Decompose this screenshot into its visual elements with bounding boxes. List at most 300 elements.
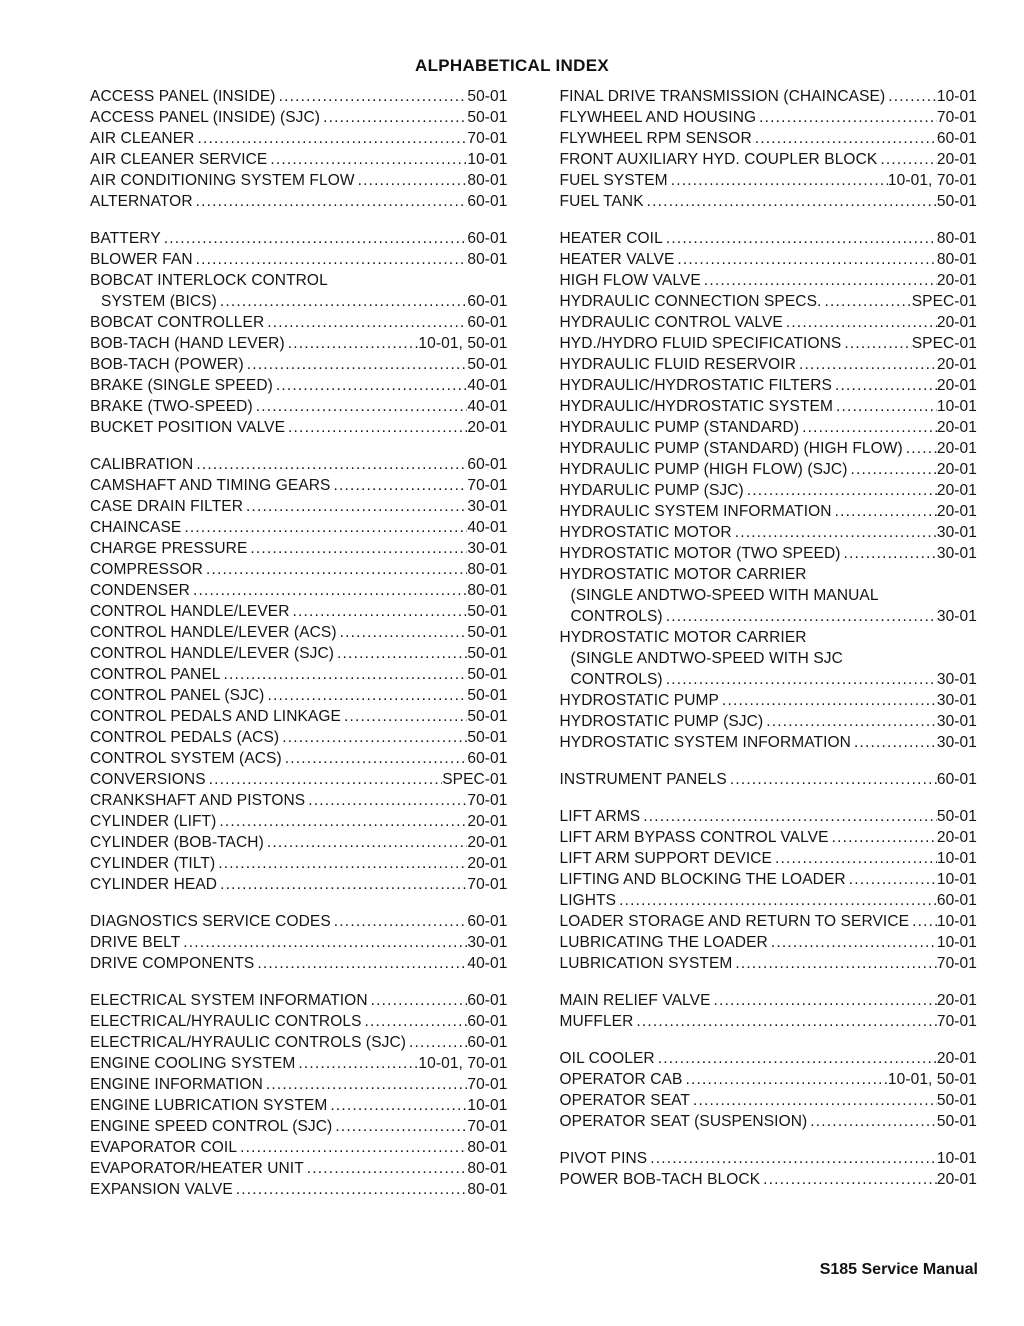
dot-leader (846, 869, 937, 890)
index-entry-line (560, 606, 978, 627)
index-entry-line (560, 1011, 978, 1032)
index-entry-line (560, 291, 978, 312)
entry-label: LIFT ARM SUPPORT DEVICE (559, 850, 772, 867)
dot-leader (237, 1137, 467, 1158)
index-entry-line (90, 811, 508, 832)
dot-leader (279, 727, 467, 748)
entry-page-number: 30-01 (936, 734, 977, 751)
entry-label: CYLINDER (TILT) (90, 855, 216, 872)
index-entry-line (90, 454, 508, 475)
index-entry-line (90, 170, 508, 191)
index-entry-line (90, 1053, 508, 1074)
entry-page-number: 10-01, 70-01 (418, 1055, 508, 1072)
entry-label: CONTROL HANDLE/LEVER (SJC) (90, 645, 335, 662)
entry-page-number: 10-01 (936, 913, 977, 930)
entry-label: OPERATOR CAB (559, 1071, 683, 1088)
index-entry-line (90, 874, 508, 895)
dot-leader (829, 827, 937, 848)
dot-leader (663, 606, 937, 627)
dot-leader (909, 911, 937, 932)
entry-label: HEATER COIL (559, 230, 663, 247)
entry-page-number: 30-01 (467, 540, 508, 557)
index-entry-line (560, 438, 978, 459)
entry-label: BOB-TACH (POWER) (90, 356, 244, 373)
entry-page-number: 10-01 (936, 88, 977, 105)
entry-page-number: 50-01 (467, 603, 508, 620)
entry-label: EVAPORATOR COIL (90, 1139, 238, 1156)
entry-label: HYDROSTATIC MOTOR (559, 524, 732, 541)
entry-page-number: 70-01 (936, 1013, 977, 1030)
dot-leader (756, 107, 937, 128)
dot-leader (247, 538, 467, 559)
index-entry-line (560, 354, 978, 375)
entry-page-number: 20-01 (936, 503, 977, 520)
entry-label: HYDRAULIC PUMP (STANDARD) (HIGH FLOW) (559, 440, 903, 457)
dot-leader (267, 149, 467, 170)
index-entry-line (90, 664, 508, 685)
entry-label: OPERATOR SEAT (SUSPENSION) (559, 1113, 808, 1130)
entry-label: CYLINDER HEAD (90, 876, 218, 893)
entry-label: OPERATOR SEAT (559, 1092, 690, 1109)
entry-page-number: 60-01 (467, 750, 508, 767)
entry-page-number: 70-01 (467, 876, 508, 893)
entry-label: EVAPORATOR/HEATER UNIT (90, 1160, 304, 1177)
index-entry-line (90, 932, 508, 953)
entry-page-number: 20-01 (936, 314, 977, 331)
entry-page-number: 80-01 (467, 582, 508, 599)
entry-label: CONTROLS) (570, 608, 663, 625)
index-entry-line (560, 827, 978, 848)
entry-page-number: 20-01 (936, 829, 977, 846)
entry-label: CONTROL SYSTEM (ACS) (90, 750, 282, 767)
index-entry-line (560, 396, 978, 417)
entry-label: ALTERNATOR (90, 193, 193, 210)
index-entry-line (90, 1011, 508, 1032)
index-entry-line (560, 501, 978, 522)
entry-page-number: 40-01 (467, 398, 508, 415)
entry-label: CONTROLS) (570, 671, 663, 688)
index-entry-line (560, 990, 978, 1011)
index-entry-line (560, 522, 978, 543)
dot-leader (851, 732, 937, 753)
index-entry-line (560, 417, 978, 438)
footer-manual-title: S185 Service Manual (819, 1261, 978, 1278)
entry-page-number: 60-01 (467, 230, 508, 247)
index-group (90, 990, 508, 1200)
dot-leader (355, 170, 468, 191)
entry-label: BOB-TACH (HAND LEVER) (90, 335, 285, 352)
entry-label: FLYWHEEL RPM SENSOR (559, 130, 752, 147)
entry-page-number: 50-01 (467, 687, 508, 704)
index-entry-line (90, 270, 508, 291)
dot-leader (253, 396, 468, 417)
index-entry-line (560, 848, 978, 869)
dot-leader (221, 664, 468, 685)
entry-label: FRONT AUXILIARY HYD. COUPLER BLOCK (559, 151, 878, 168)
dot-leader (304, 1158, 468, 1179)
index-group (560, 990, 978, 1032)
dot-leader (264, 312, 467, 333)
entry-page-number: 20-01 (936, 377, 977, 394)
index-group (560, 806, 978, 974)
entry-label: ENGINE LUBRICATION SYSTEM (90, 1097, 328, 1114)
entry-label: HYDRAULIC CONTROL VALVE (559, 314, 783, 331)
entry-label: LUBRICATION SYSTEM (559, 955, 733, 972)
dot-leader (682, 1069, 887, 1090)
index-entry-line (560, 1069, 978, 1090)
dot-leader (701, 270, 937, 291)
index-entry-line (560, 648, 978, 669)
entry-label: BOBCAT INTERLOCK CONTROL (90, 272, 328, 289)
entry-label: CONTROL HANDLE/LEVER (ACS) (90, 624, 337, 641)
entry-label: PIVOT PINS (559, 1150, 648, 1167)
entry-page-number: 70-01 (936, 109, 977, 126)
entry-label: LUBRICATING THE LOADER (559, 934, 768, 951)
entry-label: ENGINE INFORMATION (90, 1076, 263, 1093)
index-entry-line (90, 559, 508, 580)
dot-leader (215, 853, 467, 874)
dot-leader (821, 291, 911, 312)
dot-leader (841, 333, 911, 354)
entry-page-number: 20-01 (467, 813, 508, 830)
dot-leader (711, 990, 937, 1011)
entry-page-number: 40-01 (467, 377, 508, 394)
dot-leader (334, 643, 467, 664)
entry-label: BRAKE (SINGLE SPEED) (90, 377, 273, 394)
dot-leader (243, 496, 467, 517)
entry-label: FUEL SYSTEM (559, 172, 668, 189)
entry-page-number: 60-01 (467, 193, 508, 210)
entry-page-number: 10-01, 50-01 (418, 335, 508, 352)
index-entry-line (90, 475, 508, 496)
index-entry-line (560, 690, 978, 711)
entry-page-number: 60-01 (467, 456, 508, 473)
entry-label: BATTERY (90, 230, 161, 247)
index-entry-line (90, 86, 508, 107)
entry-label: CONTROL PEDALS AND LINKAGE (90, 708, 341, 725)
entry-page-number: 30-01 (936, 524, 977, 541)
dot-leader (203, 559, 467, 580)
index-entry-line (90, 1179, 508, 1200)
entry-page-number: 70-01 (467, 477, 508, 494)
index-entry-line (90, 853, 508, 874)
dot-leader (841, 543, 937, 564)
entry-label: HYDROSTATIC SYSTEM INFORMATION (559, 734, 851, 751)
dot-leader (305, 790, 467, 811)
entry-page-number: 20-01 (936, 1050, 977, 1067)
index-entry-line (90, 601, 508, 622)
dot-leader (264, 832, 467, 853)
entry-label: FINAL DRIVE TRANSMISSION (CHAINCASE) (559, 88, 886, 105)
index-entry-line (560, 480, 978, 501)
index-entry-line (560, 890, 978, 911)
entry-label: CONTROL PANEL (90, 666, 221, 683)
dot-leader (206, 769, 443, 790)
entry-label: HYDROSTATIC PUMP (559, 692, 719, 709)
index-entry-line (90, 128, 508, 149)
entry-page-number: SPEC-01 (911, 293, 977, 310)
entry-label: ENGINE SPEED CONTROL (SJC) (90, 1118, 333, 1135)
entry-page-number: 10-01 (467, 1097, 508, 1114)
entry-page-number: 20-01 (936, 992, 977, 1009)
page-title: ALPHABETICAL INDEX (415, 56, 609, 75)
entry-page-number: 50-01 (936, 1113, 977, 1130)
index-group (90, 911, 508, 974)
index-entry-line (560, 191, 978, 212)
index-entry-line (560, 249, 978, 270)
entry-page-number: 30-01 (467, 934, 508, 951)
index-entry-line (560, 1090, 978, 1111)
entry-label: CONTROL PEDALS (ACS) (90, 729, 280, 746)
entry-label: HYDRAULIC PUMP (STANDARD) (559, 419, 800, 436)
dot-leader (341, 706, 467, 727)
index-entry-line (560, 459, 978, 480)
entry-page-number: 60-01 (467, 1013, 508, 1030)
index-entry-line (90, 622, 508, 643)
entry-label: BOBCAT CONTROLLER (90, 314, 265, 331)
entry-label: LIFT ARMS (559, 808, 641, 825)
dot-leader (719, 690, 937, 711)
entry-page-number: 70-01 (467, 1118, 508, 1135)
dot-leader (282, 748, 468, 769)
entry-page-number: 20-01 (467, 419, 508, 436)
entry-label: EXPANSION VALVE (90, 1181, 233, 1198)
index-entry-line (560, 270, 978, 291)
dot-leader (796, 354, 937, 375)
dot-leader (263, 1074, 467, 1095)
dot-leader (847, 459, 936, 480)
entry-label: SYSTEM (BICS) (101, 293, 217, 310)
dot-leader (903, 438, 937, 459)
entry-page-number: 80-01 (467, 251, 508, 268)
dot-leader (194, 128, 467, 149)
entry-label: BLOWER FAN (90, 251, 193, 268)
index-group (560, 86, 978, 212)
index-entry-line (560, 312, 978, 333)
entry-label: CASE DRAIN FILTER (90, 498, 243, 515)
entry-page-number: 60-01 (936, 771, 977, 788)
index-group (90, 228, 508, 438)
index-entry-line (560, 1111, 978, 1132)
index-group (560, 228, 978, 753)
dot-leader (331, 475, 468, 496)
dot-leader (727, 769, 937, 790)
index-entry-line (560, 1048, 978, 1069)
dot-leader (833, 396, 937, 417)
index-column-left (90, 86, 508, 1216)
dot-leader (193, 191, 468, 212)
index-entry-line (560, 953, 978, 974)
dot-leader (216, 811, 467, 832)
entry-label: LOADER STORAGE AND RETURN TO SERVICE (559, 913, 910, 930)
entry-page-number: 40-01 (467, 519, 508, 536)
entry-page-number: 60-01 (467, 293, 508, 310)
dot-leader (799, 417, 937, 438)
index-group (90, 454, 508, 895)
entry-label: HYDARULIC PUMP (SJC) (559, 482, 744, 499)
entry-label: ENGINE COOLING SYSTEM (90, 1055, 296, 1072)
index-entry-line (560, 333, 978, 354)
entry-page-number: 70-01 (936, 955, 977, 972)
entry-page-number: 20-01 (936, 151, 977, 168)
index-entry-line (560, 1148, 978, 1169)
index-entry-line (90, 1116, 508, 1137)
entry-page-number: 80-01 (467, 1160, 508, 1177)
dot-leader (233, 1179, 468, 1200)
dot-leader (327, 1095, 467, 1116)
index-entry-line (90, 354, 508, 375)
entry-page-number: 20-01 (936, 419, 977, 436)
index-entry-line (560, 932, 978, 953)
dot-leader (254, 953, 467, 974)
index-entry-line (90, 312, 508, 333)
index-entry-line (90, 517, 508, 538)
entry-page-number: 20-01 (936, 1171, 977, 1188)
entry-label: HYDRAULIC CONNECTION SPECS. (559, 293, 822, 310)
dot-leader (633, 1011, 936, 1032)
entry-page-number: 50-01 (467, 88, 508, 105)
index-entry-line (90, 1137, 508, 1158)
index-entry-line (560, 375, 978, 396)
entry-page-number: 10-01 (936, 398, 977, 415)
dot-leader (217, 291, 468, 312)
index-entry-line (560, 669, 978, 690)
dot-leader (763, 711, 937, 732)
entry-page-number: 60-01 (936, 130, 977, 147)
index-entry-line (90, 990, 508, 1011)
dot-leader (832, 375, 937, 396)
entry-page-number: 80-01 (467, 1139, 508, 1156)
index-entry-line (90, 191, 508, 212)
dot-leader (276, 86, 468, 107)
entry-page-number: 80-01 (467, 561, 508, 578)
index-group (560, 1048, 978, 1132)
entry-page-number: 70-01 (467, 792, 508, 809)
dot-leader (663, 669, 937, 690)
entry-label: CYLINDER (BOB-TACH) (90, 834, 264, 851)
index-entry-line (560, 170, 978, 191)
dot-leader (744, 480, 937, 501)
dot-leader (332, 1116, 467, 1137)
entry-page-number: 50-01 (936, 193, 977, 210)
entry-page-number: 70-01 (467, 130, 508, 147)
entry-page-number: 20-01 (936, 272, 977, 289)
dot-leader (362, 1011, 468, 1032)
entry-page-number: 80-01 (936, 251, 977, 268)
entry-label: ELECTRICAL/HYRAULIC CONTROLS (90, 1013, 362, 1030)
index-entry-line (90, 748, 508, 769)
index-entry-line (560, 585, 978, 606)
entry-label: HYDRAULIC PUMP (HIGH FLOW) (SJC) (559, 461, 848, 478)
entry-page-number: 10-01 (936, 934, 977, 951)
entry-label: CONTROL HANDLE/LEVER (90, 603, 290, 620)
index-entry-line (90, 727, 508, 748)
index-entry-line (90, 1032, 508, 1053)
index-columns (0, 76, 1024, 1216)
entry-label: (SINGLE ANDTWO-SPEED WITH SJC (570, 650, 843, 667)
entry-label: CYLINDER (LIFT) (90, 813, 217, 830)
entry-label: LIFT ARM BYPASS CONTROL VALVE (559, 829, 829, 846)
entry-page-number: 30-01 (467, 498, 508, 515)
entry-label: CALIBRATION (90, 456, 194, 473)
entry-page-number: 10-01 (936, 850, 977, 867)
dot-leader (290, 601, 468, 622)
entry-page-number: 10-01, 50-01 (887, 1071, 977, 1088)
entry-page-number: SPEC-01 (442, 771, 508, 788)
entry-label: BUCKET POSITION VALVE (90, 419, 286, 436)
entry-page-number: 50-01 (467, 708, 508, 725)
entry-label: CRANKSHAFT AND PISTONS (90, 792, 306, 809)
index-group (560, 769, 978, 790)
dot-leader (885, 86, 937, 107)
index-entry-line (90, 769, 508, 790)
entry-page-number: 60-01 (467, 1034, 508, 1051)
entry-label: AIR CONDITIONING SYSTEM FLOW (90, 172, 355, 189)
entry-label: CONDENSER (90, 582, 190, 599)
index-entry-line (560, 1169, 978, 1190)
index-entry-line (560, 107, 978, 128)
dot-leader (181, 517, 467, 538)
entry-label: MAIN RELIEF VALVE (559, 992, 711, 1009)
entry-page-number: 50-01 (936, 808, 977, 825)
dot-leader (217, 874, 467, 895)
dot-leader (295, 1053, 418, 1074)
entry-page-number: 50-01 (467, 645, 508, 662)
dot-leader (644, 191, 937, 212)
dot-leader (244, 354, 468, 375)
entry-label: COMPRESSOR (90, 561, 203, 578)
index-entry-line (90, 417, 508, 438)
entry-label: DRIVE COMPONENTS (90, 955, 255, 972)
dot-leader (647, 1148, 937, 1169)
dot-leader (752, 128, 937, 149)
index-entry-line (90, 706, 508, 727)
entry-label: AIR CLEANER SERVICE (90, 151, 268, 168)
dot-leader (337, 622, 468, 643)
entry-page-number: 60-01 (467, 992, 508, 1009)
dot-leader (760, 1169, 937, 1190)
entry-page-number: 50-01 (467, 624, 508, 641)
index-entry-line (90, 333, 508, 354)
index-group (560, 1148, 978, 1190)
entry-page-number: 20-01 (936, 482, 977, 499)
entry-label: LIFTING AND BLOCKING THE LOADER (559, 871, 846, 888)
entry-label: FUEL TANK (559, 193, 644, 210)
index-entry-line (560, 564, 978, 585)
index-entry-line (560, 911, 978, 932)
dot-leader (732, 522, 937, 543)
entry-label: HYDRAULIC SYSTEM INFORMATION (559, 503, 832, 520)
index-entry-line (90, 291, 508, 312)
entry-label: ACCESS PANEL (INSIDE) (90, 88, 276, 105)
index-entry-line (90, 249, 508, 270)
dot-leader (264, 685, 467, 706)
dot-leader (655, 1048, 937, 1069)
index-entry-line (560, 228, 978, 249)
index-entry-line (560, 732, 978, 753)
index-entry-line (90, 643, 508, 664)
entry-label: HEATER VALVE (559, 251, 675, 268)
entry-label: HYDROSTATIC PUMP (SJC) (559, 713, 764, 730)
dot-leader (273, 375, 467, 396)
index-entry-line (560, 711, 978, 732)
entry-page-number: 50-01 (467, 109, 508, 126)
entry-page-number: 50-01 (467, 729, 508, 746)
index-entry-line (90, 953, 508, 974)
index-entry-line (560, 627, 978, 648)
entry-page-number: 50-01 (467, 666, 508, 683)
entry-page-number: 10-01 (467, 151, 508, 168)
